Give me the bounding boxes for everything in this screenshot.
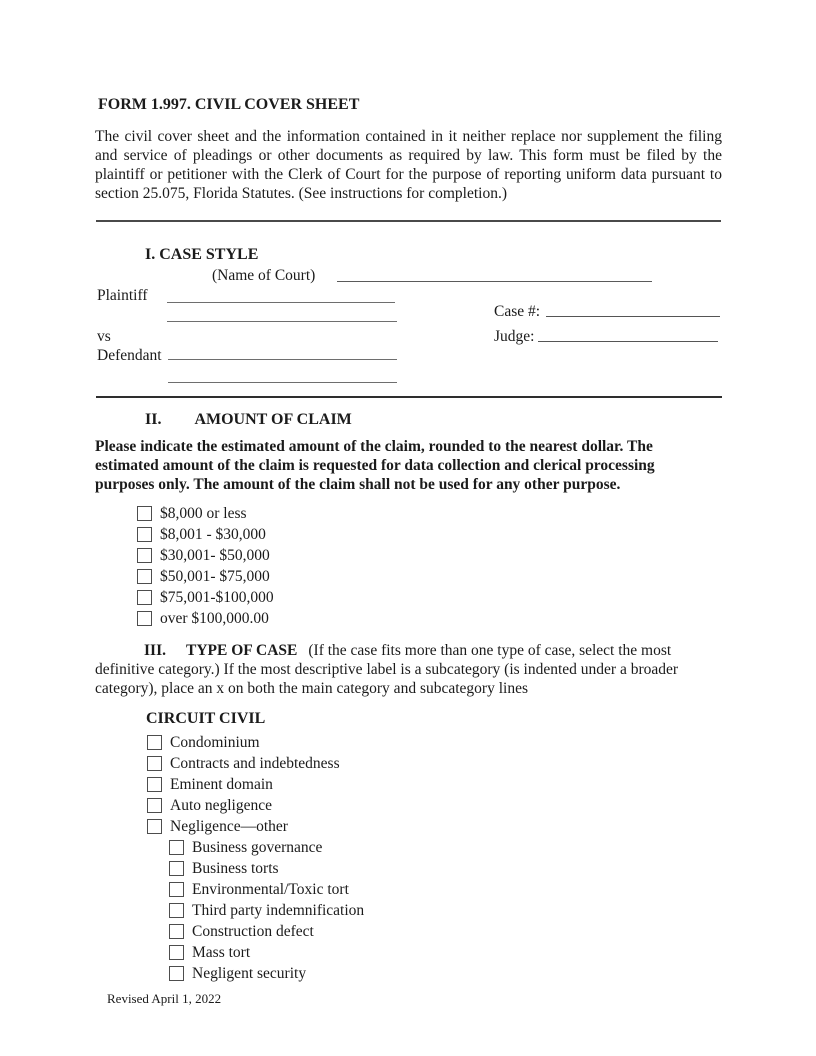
- amount-option-label: $8,001 - $30,000: [160, 526, 266, 543]
- subcategory-checkbox[interactable]: [169, 966, 184, 981]
- subcategory-checkbox[interactable]: [169, 840, 184, 855]
- category-checkbox[interactable]: [147, 735, 162, 750]
- negligence-subcategory-list: [169, 837, 364, 984]
- subcategory-label: Mass tort: [192, 944, 251, 961]
- category-label: Negligence—other: [170, 818, 288, 835]
- type-of-case-title: TYPE OF CASE: [185, 642, 298, 659]
- amount-option-row: [137, 524, 274, 545]
- vs-label: vs: [97, 328, 111, 345]
- subcategory-row: [169, 963, 364, 984]
- amount-option-label: $50,001- $75,000: [160, 568, 270, 585]
- subcategory-label: Business governance: [192, 839, 323, 856]
- amount-option-checkbox[interactable]: [137, 548, 152, 563]
- amount-section-number: II.: [145, 411, 162, 428]
- circuit-civil-category-list: [147, 732, 340, 837]
- subcategory-row: [169, 837, 364, 858]
- amount-option-label: $8,000 or less: [160, 505, 247, 522]
- amount-option-checkbox[interactable]: [137, 527, 152, 542]
- category-row: [147, 774, 340, 795]
- amount-option-checkbox[interactable]: [137, 590, 152, 605]
- amount-option-row: [137, 503, 274, 524]
- defendant-label: Defendant: [97, 347, 162, 364]
- amount-option-label: $30,001- $50,000: [160, 547, 270, 564]
- type-of-case-paragraph: [95, 641, 723, 698]
- intro-paragraph: The civil cover sheet and the information contained in it neither replace nor supplement the filing and service of pleadings or other documents as required by law. This form must be filed by the plaintiff or petitioner with the Clerk of Court for the purpose of reporting uniform data pursuant to section 25.075, Florida Statutes. (See instructions for completion.): [95, 128, 722, 202]
- amount-option-row: [137, 566, 274, 587]
- form-title: FORM 1.997. CIVIL COVER SHEET: [98, 96, 360, 113]
- amount-option-row: [137, 587, 274, 608]
- case-number-field[interactable]: [546, 316, 720, 317]
- plaintiff-field-line-1[interactable]: [167, 302, 395, 303]
- subcategory-label: Negligent security: [192, 965, 307, 982]
- type-of-case-section-number: III.: [144, 642, 166, 659]
- subcategory-row: [169, 921, 364, 942]
- judge-label: Judge:: [494, 328, 535, 345]
- subcategory-checkbox[interactable]: [169, 903, 184, 918]
- subcategory-checkbox[interactable]: [169, 924, 184, 939]
- case-style-heading: I. CASE STYLE: [145, 246, 259, 263]
- category-row: [147, 816, 340, 837]
- amount-option-checkbox[interactable]: [137, 611, 152, 626]
- subcategory-row: [169, 858, 364, 879]
- case-style-section: [0, 222, 816, 396]
- category-label: Contracts and indebtedness: [170, 755, 340, 772]
- case-number-label: Case #:: [494, 303, 541, 320]
- category-row: [147, 795, 340, 816]
- subcategory-row: [169, 879, 364, 900]
- defendant-field-line-2[interactable]: [168, 382, 397, 383]
- defendant-field-line-1[interactable]: [168, 359, 397, 360]
- subcategory-checkbox[interactable]: [169, 861, 184, 876]
- category-label: Condominium: [170, 734, 260, 751]
- subcategory-label: Construction defect: [192, 923, 314, 940]
- amount-option-row: [137, 608, 274, 629]
- subcategory-label: Business torts: [192, 860, 279, 877]
- subcategory-row: [169, 942, 364, 963]
- amount-option-checkbox[interactable]: [137, 506, 152, 521]
- subcategory-row: [169, 900, 364, 921]
- subcategory-label: Environmental/Toxic tort: [192, 881, 349, 898]
- category-label: Auto negligence: [170, 797, 273, 814]
- judge-field[interactable]: [538, 341, 718, 342]
- category-checkbox[interactable]: [147, 777, 162, 792]
- revision-note: Revised April 1, 2022: [107, 991, 222, 1006]
- amount-option-row: [137, 545, 274, 566]
- subcategory-checkbox[interactable]: [169, 882, 184, 897]
- category-row: [147, 732, 340, 753]
- type-of-case-instructions: (If the case fits more than one type of case, select the most definitive category.) If the most descriptive label is a subcategory (is indented under a broader category), place an x on both the main category and subcategory lines: [95, 642, 679, 697]
- plaintiff-field-line-2[interactable]: [167, 321, 397, 322]
- circuit-civil-heading: CIRCUIT CIVIL: [146, 710, 266, 727]
- plaintiff-label: Plaintiff: [97, 287, 148, 304]
- subcategory-checkbox[interactable]: [169, 945, 184, 960]
- category-row: [147, 753, 340, 774]
- amount-of-claim-heading: [145, 410, 352, 429]
- category-checkbox[interactable]: [147, 819, 162, 834]
- amount-option-label: over $100,000.00: [160, 610, 269, 627]
- name-of-court-field[interactable]: [337, 281, 652, 282]
- amount-section-title: AMOUNT OF CLAIM: [194, 411, 352, 428]
- amount-instructions: Please indicate the estimated amount of the claim, rounded to the nearest dollar. The estimated amount of the claim is requested for data collection and clerical processing purposes only. The amount of the claim shall not be used for any other purpose.: [95, 438, 655, 493]
- category-label: Eminent domain: [170, 776, 273, 793]
- amount-option-label: $75,001-$100,000: [160, 589, 274, 606]
- amount-options-list: [137, 503, 274, 629]
- name-of-court-label: (Name of Court): [212, 267, 316, 284]
- section-divider-middle: [96, 396, 722, 398]
- subcategory-label: Third party indemnification: [192, 902, 365, 919]
- category-checkbox[interactable]: [147, 798, 162, 813]
- amount-option-checkbox[interactable]: [137, 569, 152, 584]
- category-checkbox[interactable]: [147, 756, 162, 771]
